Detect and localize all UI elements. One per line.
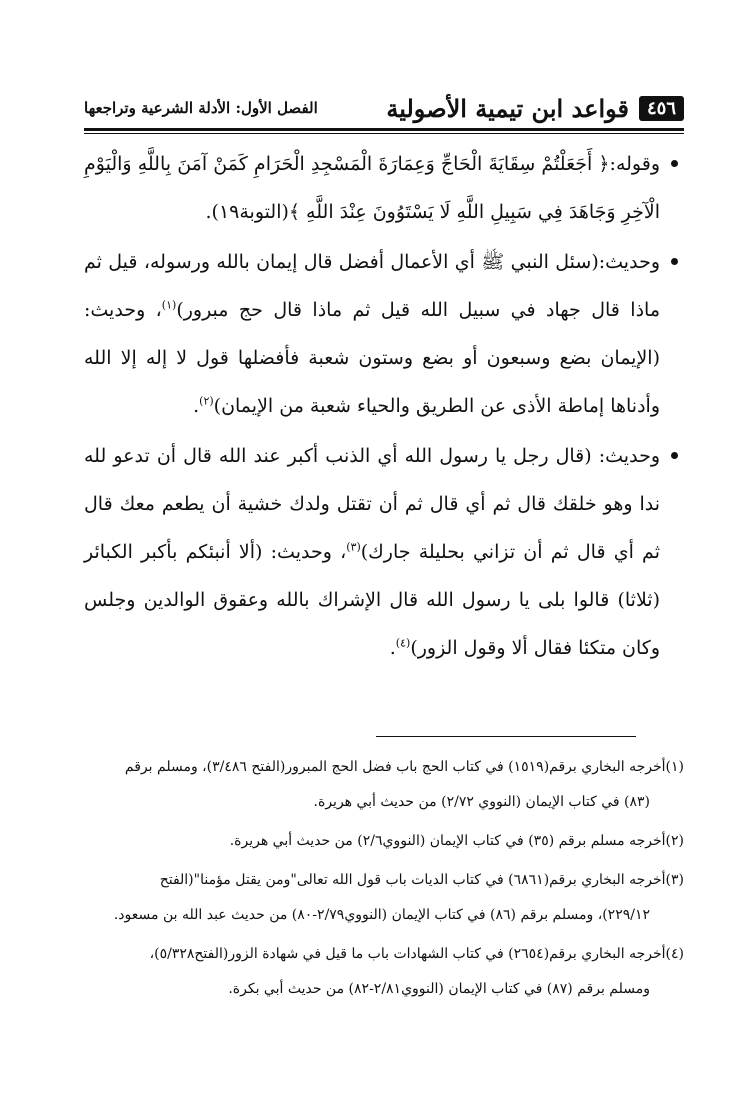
page-number: ٤٥٦ bbox=[639, 96, 684, 121]
footnote-line: (٣)أخرجه البخاري برقم(٦٨٦١) في كتاب الديات باب قول الله تعالى"ومن يقتل مؤمنا"(الفتح bbox=[159, 872, 684, 888]
chapter-title: الفصل الأول: الأدلة الشرعية وتراجعها bbox=[84, 99, 318, 117]
footnote-ref: (٣) bbox=[346, 540, 361, 554]
footnote-line: ٢٢٩/١٢)، ومسلم برقم (٨٦) في كتاب الإيمان (النووي٢/٧٩-٨٠) من حديث عبد الله بن مسعود. bbox=[113, 907, 650, 923]
footnote-line: (٤)أخرجه البخاري برقم(٢٦٥٤) في كتاب الشهادات باب ما قيل في شهادة الزور(الفتح٥/٣٢٨)، bbox=[149, 946, 684, 962]
bullet-dot-icon bbox=[671, 452, 678, 459]
item-text: وقوله:﴿ أَجَعَلْتُمْ سِقَايَةَ الْحَاجِّ وَعِمَارَةَ الْمَسْجِدِ الْحَرَامِ كَمَنْ آمَنَ بِاللَّهِ وَالْيَوْمِ الْآخِرِ وَجَاهَدَ فِي سَبِيلِ اللَّهِ لَا يَسْتَوُونَ عِنْدَ اللَّهِ ﴾(التوبة١٩). bbox=[84, 153, 660, 223]
footnote-2 bbox=[84, 824, 684, 859]
footnote-4 bbox=[84, 937, 684, 1007]
item-tail: . bbox=[193, 395, 200, 417]
footnote-line: (٢)أخرجه مسلم برقم (٣٥) في كتاب الإيمان (النووي٢/٦) من حديث أبي هريرة. bbox=[229, 833, 684, 849]
footnote-separator bbox=[376, 736, 636, 737]
bullet-dot-icon bbox=[671, 160, 678, 167]
header-right-group bbox=[386, 94, 684, 123]
bullet-dot-icon bbox=[671, 258, 678, 265]
item-text: وحديث: (قال رجل يا رسول الله أي الذنب أكبر عند الله قال أن تدعو لله ندا وهو خلقك قال ثم أي قال ثم أن تقتل ولدك خشية أن يطعم معك قال ثم أي قال ثم أن تزاني بحليلة جارك) bbox=[84, 445, 660, 563]
bullet-item-1 bbox=[84, 140, 684, 236]
footnote-line: (١)أخرجه البخاري برقم(١٥١٩) في كتاب الحج باب فضل الحج المبرور(الفتح ٣/٤٨٦)، ومسلم برقم bbox=[124, 759, 684, 775]
item-text: ، وحديث: (الإيمان بضع وسبعون أو بضع وستون شعبة فأفضلها قول لا إله إلا الله وأدناها إماطة الأذى عن الطريق والحياء شعبة من الإيمان) bbox=[84, 299, 660, 417]
footnote-1 bbox=[84, 750, 684, 820]
main-text bbox=[84, 140, 684, 674]
page-header bbox=[84, 88, 684, 128]
footnote-3 bbox=[84, 863, 684, 933]
footnote-line: ومسلم برقم (٨٧) في كتاب الإيمان (النووي٢/٨١-٨٢) من حديث أبي بكرة. bbox=[228, 981, 650, 997]
item-text: وحديث:(سئل النبي ﷺ أي الأعمال أفضل قال إيمان بالله ورسوله، قيل ثم ماذا قال جهاد في سبيل الله قيل ثم ماذا قال حج مبرور) bbox=[84, 251, 660, 321]
header-rule-thick bbox=[84, 128, 684, 131]
footnote-line: (٨٣) في كتاب الإيمان (النووي ٢/٧٢) من حديث أبي هريرة. bbox=[313, 794, 650, 810]
header-rule-thin bbox=[84, 133, 684, 134]
book-title: قواعد ابن تيمية الأصولية bbox=[386, 93, 629, 123]
bullet-item-2 bbox=[84, 238, 684, 430]
bullet-item-3 bbox=[84, 432, 684, 672]
item-text: ، وحديث: (ألا أنبئكم بأكبر الكبائر (ثلاثا) قالوا بلى يا رسول الله قال الإشراك بالله وعقوق الوالدين وجلس وكان متكئا فقال ألا وقول الزور) bbox=[84, 541, 660, 659]
footnotes bbox=[84, 750, 684, 1011]
item-tail: . bbox=[389, 637, 396, 659]
footnote-ref: (٤) bbox=[395, 636, 411, 650]
footnote-ref: (١) bbox=[161, 298, 177, 312]
footnote-ref: (٢) bbox=[199, 394, 214, 408]
